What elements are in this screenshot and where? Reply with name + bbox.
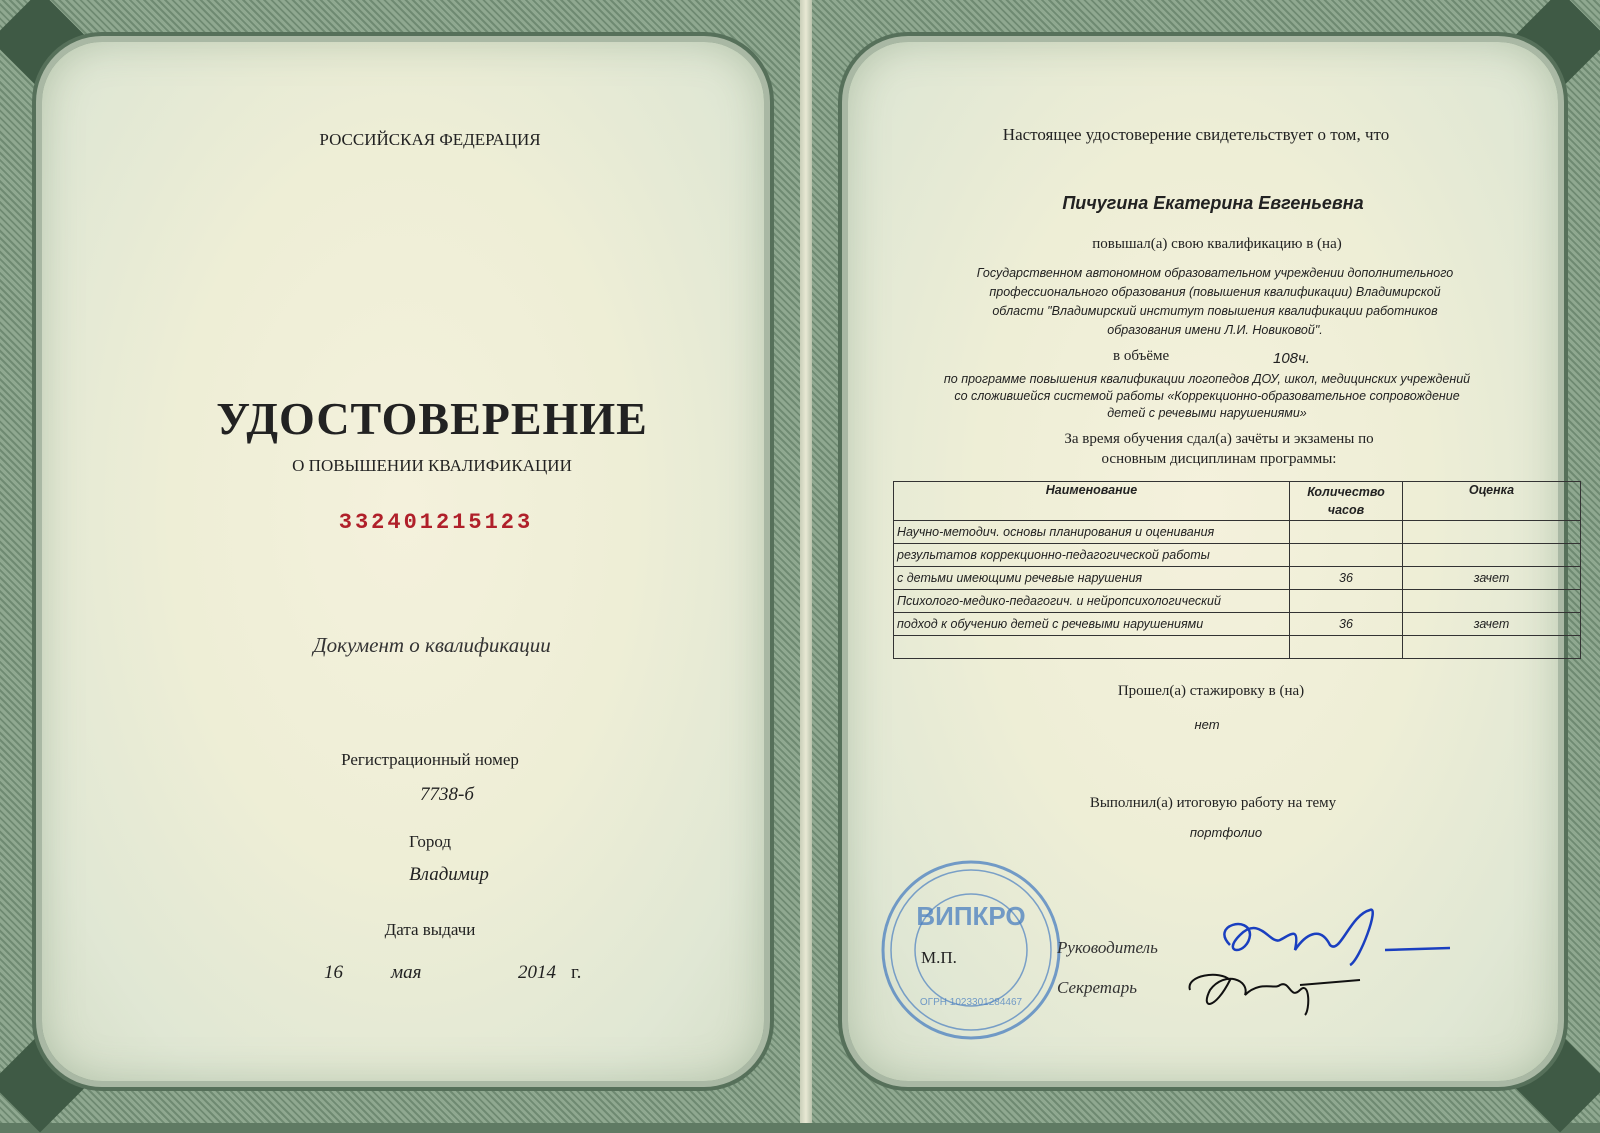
program-line: со сложившейся системой работы «Коррекционно-образовательное сопровождение [954,389,1460,403]
head-label: Руководитель [1057,938,1158,957]
column-header: Наименование [894,482,1290,521]
table-row [894,613,1581,636]
institution-line: профессионального образования (повышения квалификации) Владимирской [989,285,1441,299]
city: Владимир [409,864,489,885]
reg-number-label: Регистрационный номер [341,750,519,769]
table-row [894,544,1581,567]
stamp-ogrn: ОГРН 1023301284467 [919,997,1023,1008]
volume-label: в объёме [1113,348,1170,364]
holder-name: Пичугина Екатерина Евгеньевна [1062,193,1364,213]
final-work-topic: портфолио [1189,825,1263,840]
hours-cell [1290,521,1403,544]
institution-line: области "Владимирский институт повышения квалификации работников [992,304,1438,318]
date-year: 2014 [518,962,556,983]
hours-cell [1290,636,1403,659]
serial-number: 332401215123 [338,510,534,535]
institution-line: образования имени Л.И. Новиковой". [1107,323,1323,337]
institution [977,264,1453,340]
grade-cell [1403,544,1581,567]
city-label: Город [409,832,451,851]
hours-cell: 36 [1290,613,1403,636]
secretary-signature [1180,960,1380,1020]
stamp-text: ВИПКРО [916,901,1026,931]
table-row [894,590,1581,613]
discipline-cell: с детьми имеющими речевые нарушения [894,567,1290,590]
column-header: Оценка [1403,482,1581,521]
internship-label: Прошел(а) стажировку в (на) [1117,683,1305,699]
grade-cell: зачет [1403,613,1581,636]
hours-cell [1290,590,1403,613]
document-type: Документ о квалификации [313,633,551,657]
column-header: Количество часов [1290,482,1403,521]
reg-number: 7738-б [420,784,474,805]
grade-cell [1403,521,1581,544]
internship-value: нет [1194,717,1220,732]
year-suffix: г. [571,962,582,983]
date-label: Дата выдачи [384,920,476,939]
hours-cell: 36 [1290,567,1403,590]
page-fold [800,0,812,1123]
table-header-row [894,482,1581,521]
table-row [894,567,1581,590]
grade-cell: зачет [1403,567,1581,590]
date-day: 16 [324,962,343,983]
discipline-cell: Психолого-медико-педагогич. и нейропсихологический [894,590,1290,613]
institution-line: Государственном автономном образовательном учреждении дополнительного [976,266,1454,280]
table-row [894,521,1581,544]
official-stamp [876,855,1066,1045]
exams-line: основным дисциплинам программы: [1101,451,1337,467]
final-work-label: Выполнил(а) итоговую работу на тему [1089,795,1337,811]
country-label: РОССИЙСКАЯ ФЕДЕРАЦИЯ [319,130,541,149]
hours-cell [1290,544,1403,567]
left-page [0,0,806,1123]
grade-cell [1403,590,1581,613]
disciplines-table [893,481,1581,659]
exams-line: За время обучения сдал(а) зачёты и экзамены по [1064,431,1374,447]
raised-label: повышал(а) свою квалификацию в (на) [1092,236,1342,252]
table-row [894,636,1581,659]
program-line: детей с речевыми нарушениями» [1107,406,1307,420]
exams-text [1064,429,1373,469]
discipline-cell: Научно-методич. основы планирования и оценивания [894,521,1290,544]
document-subtitle: О ПОВЫШЕНИИ КВАЛИФИКАЦИИ [292,456,572,475]
intro-text: Настоящее удостоверение свидетельствует о том, что [1002,125,1390,144]
program-line: по программе повышения квалификации логопедов ДОУ, школ, медицинских учреждений [943,372,1471,386]
document-title: УДОСТОВЕРЕНИЕ [216,393,648,444]
secretary-label: Секретарь [1057,978,1137,997]
grade-cell [1403,636,1581,659]
stamp-place-label: М.П. [921,948,957,967]
discipline-cell [894,636,1290,659]
discipline-cell: подход к обучению детей с речевыми нарушениями [894,613,1290,636]
program [944,371,1470,422]
volume-value: 108ч. [1273,350,1310,367]
date-month: мая [391,962,422,983]
discipline-cell: результатов коррекционно-педагогической работы [894,544,1290,567]
